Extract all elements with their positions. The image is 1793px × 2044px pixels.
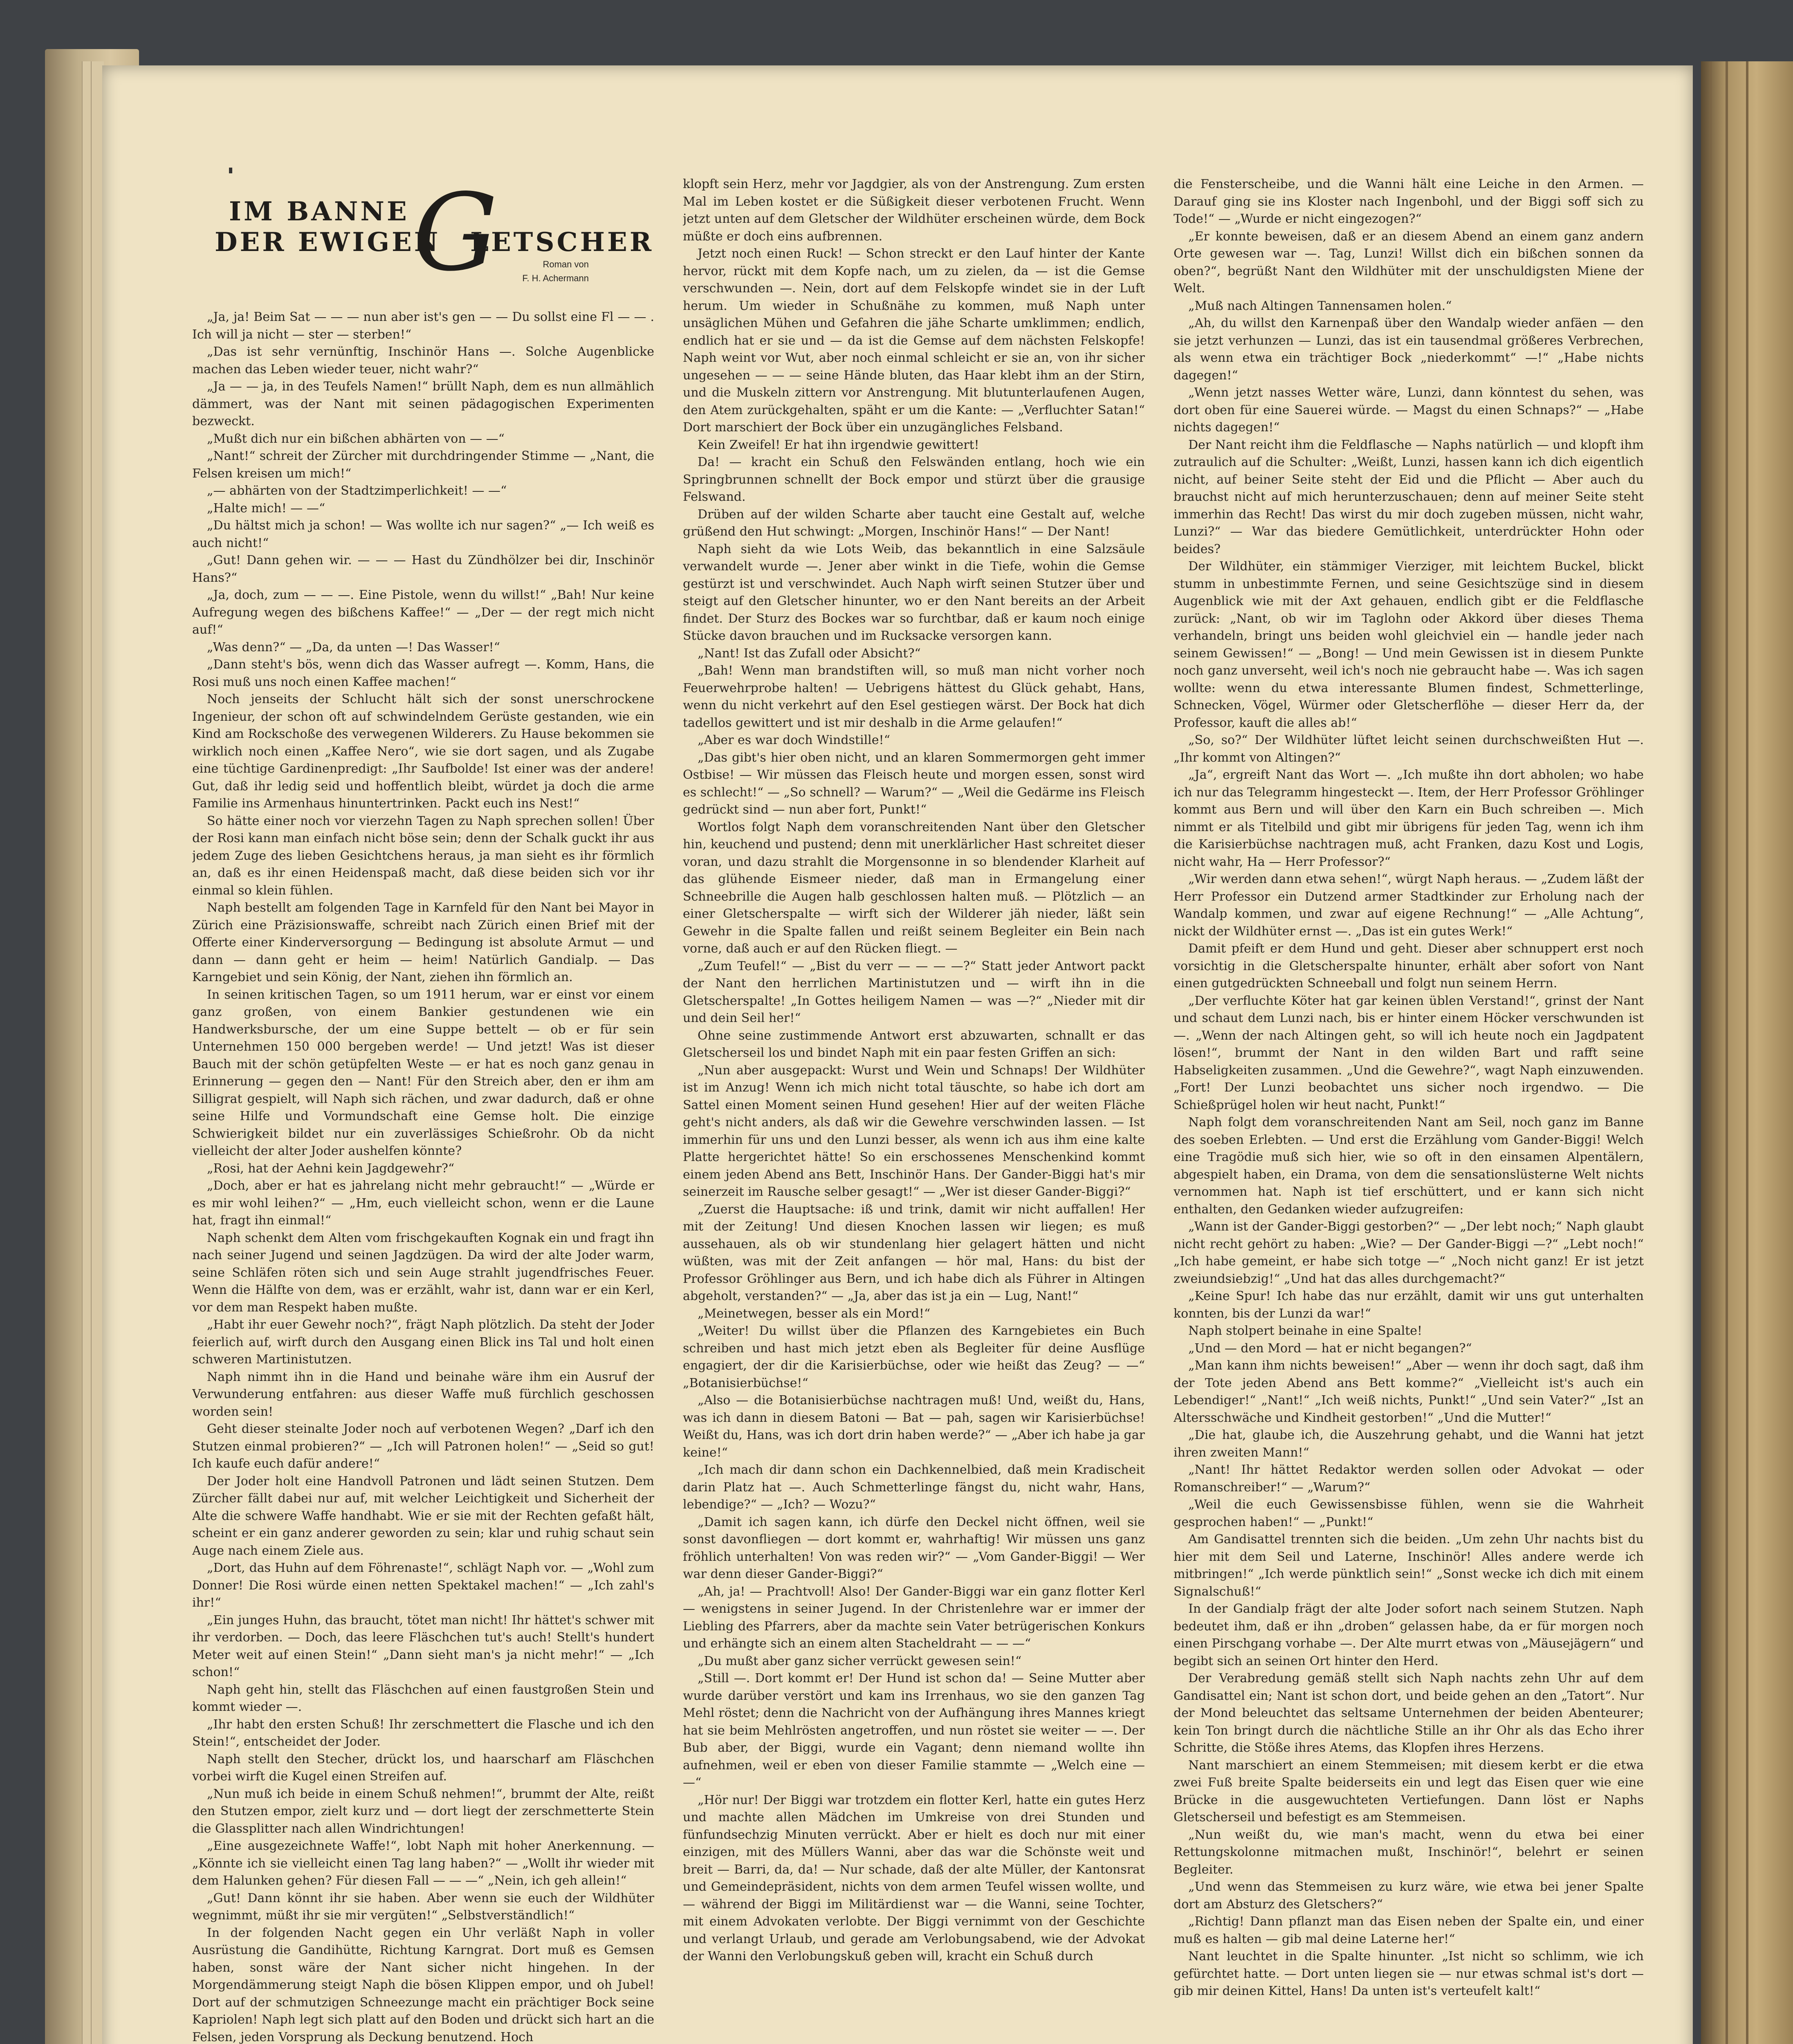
paragraph: „Bah! Wenn man brandstiften will, so muß man nicht vorher noch Feuerwehrprobe halten! — Uebrigens hättest du Glück gehabt, Hans, wenn du nicht verkehrt auf den Esel gestiegen wärst. Der Bock hat dich tadellos gewittert und ist mir deshalb in die Arme gelaufen!“ — [683, 663, 1145, 730]
paragraph: „Keine Spur! Ich habe das nur erzählt, damit wir uns gut unterhalten konnten, bis der Lunzi da war!“ — [1174, 1289, 1644, 1321]
paragraph: „Zuerst die Hauptsache: iß und trink, damit wir nicht auffallen! Her mit der Zeitung! Und diesen Knochen lassen wir liegen; es muß aussehauen, als ob wir stundenlang hier gelagert hätten und nicht wüßten, was mit der Zeit anfangen — hör mal, Hans: du bist der Professor Gröhlinger aus Bern, und ich habe dich als Führer in Altingen abgeholt, verstanden?“ — „Ja, aber das ist ja ein — Lug, Nant!“ — [683, 1202, 1145, 1303]
paragraph: „Nant!“ schreit der Zürcher mit durchdringender Stimme — „Nant, die Felsen kreisen um mich!“ — [192, 449, 654, 481]
paragraph: „Wann ist der Gander-Biggi gestorben?“ — „Der lebt noch;“ Naph glaubt nicht recht gehört zu haben: „Wie? — Der Gander-Biggi —?“ „Lebt noch!“ „Ich habe gemeint, er habe sich totge —“ „Noch nicht ganz! Er ist jetzt zweiundsiebzig!“ „Und hat das alles durchgemacht?“ — [1174, 1219, 1644, 1286]
paragraph: „Gut! Dann gehen wir. — — — Hast du Zündhölzer bei dir, Inschinör Hans?“ — [192, 553, 654, 585]
paragraph: Damit pfeift er dem Hund und geht. Dieser aber schnuppert erst noch vorsichtig in die Gletscherspalte hinunter, erhält aber sofort von Nant einen gutgedrückten Schneeball und folgt nun seinem Herrn. — [1174, 941, 1644, 991]
paragraph: klopft sein Herz, mehr vor Jagdgier, als von der Anstrengung. Zum ersten Mal im Leben kostet er die Süßigkeit dieser verbotenen Frucht. Wenn jetzt unten auf dem Gletscher der Wildhüter erscheinen würde, dem Bock müßte er doch eins aufbrennen. — [683, 177, 1145, 244]
paragraph: „Was denn?“ — „Da, da unten —! Das Wasser!“ — [207, 640, 500, 654]
paragraph: „Ah, du willst den Karnenpaß über den Wandalp wieder anfäen — den sie jetzt verhunzen — Lunzi, das ist ein tausendmal größeres Verbrechen, als wenn etwa ein trächtiger Bock „niederkommt“ —!“ „Habe nichts dagegen!“ — [1174, 316, 1644, 383]
paragraph: Naph geht hin, stellt das Fläschchen auf einen faustgroßen Stein und kommt wieder —. — [192, 1682, 654, 1714]
paragraph: Noch jenseits der Schlucht hält sich der sonst unerschrockene Ingenieur, der schon oft auf schwindelndem Gerüste gestanden, wie ein Kind am Rockschoße des verwegenen Wilderers. Zu Hause bekommen sie wirklich noch einen „Kaffee Nero“, wie sie dort sagen, und als Zugabe eine tüchtige Gardinenpredigt: „Ihr Saufbolde! Ist einer was der andere! Gut, daß ihr ledig seid und hoffentlich bleibt, würdet ja doch die arme Familie ins Armenhaus hinuntertrinken. Packt euch ins Nest!“ — [192, 692, 654, 811]
paragraph: „Dort, das Huhn auf dem Föhrenaste!“, schlägt Naph vor. — „Wohl zum Donner! Die Rosi würde einen netten Spektakel machen!“ — „Ich zahl's ihr!“ — [192, 1561, 654, 1610]
paragraph: „Ja, doch, zum — — —. Eine Pistole, wenn du willst!“ „Bah! Nur keine Aufregung wegen des bißchens Kaffee!“ — „Der — der regt mich nicht auf!“ — [192, 588, 654, 637]
paragraph: Der Joder holt eine Handvoll Patronen und lädt seinen Stutzen. Dem Zürcher fällt dabei nur auf, mit welcher Leichtigkeit und Sicherheit der Alte die schwere Waffe handhabt. Wie er sie mit der Rechten gefaßt hält, scheint er ein ganz anderer geworden zu sein; klar und ruhig schaut sein Auge nach einem Ziele aus. — [192, 1474, 654, 1558]
paragraph: Naph nimmt ihn in die Hand und beinahe wäre ihm ein Ausruf der Verwunderung entfahren: aus dieser Waffe muß fürchlich geschossen worden sein! — [192, 1369, 654, 1419]
paragraph: „Nant! Ist das Zufall oder Absicht?“ — [698, 646, 921, 661]
paragraph: Jetzt noch einen Ruck! — Schon streckt er den Lauf hinter der Kante hervor, rückt mit dem Kopfe nach, um zu zielen, da — ist die Gemse verschwunden —. Nein, dort auf dem Felskopfe windet sie in der Luft herum. Um wieder in Schußnähe zu kommen, muß Naph unter unsäglichen Mühen und Gefahren die jähe Scharte umklimmen; endlich, endlich hat er sie und — da ist die Gemse auf dem nächsten Felskopfe! Naph weint vor Wut, aber noch einmal schleicht er sie an, von ihr sicher ungesehen — — — seine Hände bluten, das Haar klebt ihm an der Stirn, und die Muskeln zittern vor Anstrengung. Mit blutunterlaufenen Augen, den Atem zurückgehalten, späht er um die Kante: — „Verfluchter Satan!“ Dort marschiert der Bock über ein unzugängliches Felsband. — [683, 247, 1145, 435]
paragraph: „Also — die Botanisierbüchse nachtragen muß! Und, weißt du, Hans, was ich dann in diesem Batoni — Bat — pah, sagen wir Karisierbüchse! Weißt du, Hans, was ich dort drin haben werde?“ — „Aber ich habe ja gar keine!“ — [683, 1393, 1145, 1460]
paragraph: „Weil die euch Gewissensbisse fühlen, wenn sie die Wahrheit gesprochen haben!“ — „Punkt!“ — [1174, 1497, 1644, 1529]
paragraph: „Dann steht's bös, wenn dich das Wasser aufregt —. Komm, Hans, die Rosi muß uns noch einen Kaffee machen!“ — [192, 657, 654, 689]
title-line-2: DER EWIGEN — [215, 227, 441, 258]
paragraph: Am Gandisattel trennten sich die beiden. „Um zehn Uhr nachts bist du hier mit dem Seil und Laterne, Inschinör! Alles andere werde ich mitbringen!“ „Ich werde pünktlich sein!“ „Sonst wecke ich dich mit einem Signalschuß!“ — [1174, 1532, 1644, 1599]
paragraph: „Mußt dich nur ein bißchen abhärten von — —“ — [207, 431, 505, 446]
page-edge-line — [1726, 61, 1728, 2044]
paragraph: „Ein junges Huhn, das braucht, tötet man nicht! Ihr hättet's schwer mit ihr verdorben. — Doch, das leere Fläschchen tut's auch! Stellt's hundert Meter weit auf einen Stein!“ „Dann sieht man's ja nicht mehr!“ — „Ich schon!“ — [192, 1613, 654, 1679]
paragraph: „Zum Teufel!“ — „Bist du verr — — — —?“ Statt jeder Antwort packt der Nant den herrlichen Martinistutzen und — wirft ihn in die Gletscherspalte! „In Gottes heiligem Namen — was —?“ „Nieder mit dir und dein Seil her!“ — [683, 959, 1145, 1025]
paragraph: „Und wenn das Stemmeisen zu kurz wäre, wie etwa bei jener Spalte dort am Absturz des Gletschers?“ — [1174, 1880, 1644, 1912]
paragraph: Geht dieser steinalte Joder noch auf verbotenen Wegen? „Darf ich den Stutzen einmal probieren?“ — „Ich will Patronen holen!“ — „Seid so gut! Ich kaufe euch dafür andere!“ — [192, 1422, 654, 1471]
byline-label: Roman von — [543, 259, 589, 269]
paragraph: „Ja — — ja, in des Teufels Namen!“ brüllt Naph, dem es nun allmählich dämmert, was der Nant mit seinen pädagogischen Experimenten bezweckt. — [192, 379, 654, 428]
text-column-1 — [192, 309, 654, 2044]
text-column-3 — [1174, 176, 1644, 2044]
paragraph: In der folgenden Nacht gegen ein Uhr verläßt Naph in voller Ausrüstung die Gandihütte, Richtung Karngrat. Dort muß es Gemsen haben, sonst wäre der Nant sicher nicht hingehen. In der Morgendämmerung steigt Naph die bösen Klippen empor, und oh Jubel! Dort auf der schmutzigen Schneezunge macht ein prächtiger Bock seine Kapriolen! Naph legt sich platt auf den Boden und drückt sich hart an die Felsen, jeden Vorsprung als Deckung benutzend. Hoch — [192, 1925, 654, 2044]
paragraph: „Meinetwegen, besser als ein Mord!“ — [698, 1306, 931, 1321]
paragraph: „Ich mach dir dann schon ein Dachkennelbied, daß mein Kradischeit darin Platz hat —. Auch Schmetterlinge fängst du, nicht wahr, Hans, lebendige?“ — „Ich? — Wozu?“ — [683, 1463, 1145, 1512]
paragraph: „Nant! Ihr hättet Redaktor werden sollen oder Advokat — oder Romanschreiber!“ — „Warum?“ — [1174, 1463, 1644, 1495]
facing-page-edge — [1701, 61, 1793, 2044]
paragraph: „Habt ihr euer Gewehr noch?“, frägt Naph plötzlich. Da steht der Joder feierlich auf, wirft durch den Ausgang einen Blick ins Tal und holt einen schweren Martinistutzen. — [192, 1318, 654, 1367]
text-column-2 — [683, 176, 1145, 2044]
paragraph: „Das ist sehr vernünftig, Inschinör Hans —. Solche Augenblicke machen das Leben wieder teuer, nicht wahr?“ — [192, 345, 654, 377]
paragraph: „Ja“, ergreift Nant das Wort —. „Ich mußte ihn dort abholen; wo habe ich nur das Telegramm hingesteckt —. Item, der Herr Professor Gröhlinger kommt aus Bern und will über den Karn ein Buch schreiben —. Mich nimmt er als Titelbild und gibt mir übrigens für jeden Tag, wenn ich ihm die Karisierbüchse nachtragen muß, acht Franken, dazu Kost und Logis, nicht wahr, Ha — Herr Professor?“ — [1174, 768, 1644, 869]
paragraph: „Nun muß ich beide in einem Schuß nehmen!“, brummt der Alte, reißt den Stutzen empor, zielt kurz und — dort liegt der zerschmetterte Stein die Glassplitter nach allen Windrichtungen! — [192, 1786, 654, 1836]
paragraph: „So, so?“ Der Wildhüter lüftet leicht seinen durchschweißten Hut —. „Ihr kommt von Altingen?“ — [1174, 733, 1644, 765]
paragraph: Der Wildhüter, ein stämmiger Vierziger, mit leichtem Buckel, blickt stumm in unbestimmte Fernen, und seine Gesichtszüge sind in diesem Augenblick wie mit der Axt gehauen, endlich gibt er die Feldflasche zurück: „Nant, ob wir im Taglohn oder Akkord über dieses Thema verhandeln, bringt uns beiden wohl gleichviel ein — handle jeder nach seinem Gewissen!“ — „Bong! — Und mein Gewissen ist in diesem Punkte noch ganz unverseht, weil ich's noch nie gebraucht habe —. Was ich sagen wollte: wenn du etwa interessante Blumen findest, Schmetterlinge, Schnecken, Vögel, Würmer oder Gletscherflöhe — dieser Herr da, der Professor, kauft die alles ab!“ — [1174, 559, 1644, 730]
paragraph: In seinen kritischen Tagen, so um 1911 herum, war er einst vor einem ganz großen, von einem Bankier gestundenen wie ein Handwerksbursche, der um eine Suppe bettelt — ob er für sein Unternehmen 150 000 bergeben werde! — Und jetzt! Was ist dieser Bauch mit der schön getüpfelten Weste — er hat es noch ganz genau in Erinnerung — gegen den — Nant! Für den Streich aber, den er ihm am Silligrat gespielt, will Naph sich rächen, und zwar dadurch, daß er ohne seine Hilfe und Vormundschaft eine Gemse holt. Die einzige Schwierigkeit bildet nur ein zuverlässiges Schießrohr. Ob da nicht vielleicht der alter Joder aushelfen könnte? — [192, 987, 654, 1158]
paragraph: Nant leuchtet in die Spalte hinunter. „Ist nicht so schlimm, wie ich gefürchtet hatte. — Dort unten liegen sie — nur etwas schmal ist's dort — gib mir deinen Kittel, Hans! Da unten ist's verteufelt kalt!“ — [1174, 1949, 1644, 1998]
paragraph: „Aber es war doch Windstille!“ — [698, 733, 890, 747]
paragraph: „Das gibt's hier oben nicht, und an klaren Sommermorgen geht immer Ostbise! — Wir müssen das Fleisch heute und morgen essen, sonst wird es schlecht!“ — „So schnell? — Warum?“ — „Weil die Gedärme ins Fleisch gedrückt sind — nun aber fort, Punkt!“ — [683, 750, 1145, 817]
paragraph: „Nun aber ausgepackt: Wurst und Wein und Schnaps! Der Wildhüter ist im Anzug! Wenn ich mich nicht total täuschte, so habe ich dort am Sattel einen Moment seinen Hund gesehen! Hier auf der weiten Fläche geht's nicht anders, als daß wir die Gewehre verschwinden lassen. — Ist immerhin für uns und den Lunzi besser, als wenn ich aus ihm eine kalte Platte hergerichtet hätte! So ein erschossenes Menschenkind kommt einem jeden Abend ans Bett, Inschinör Hans. Der Gander-Biggi hat's mir seinerzeit im Rausche selber gesagt!“ — „Wer ist dieser Gander-Biggi?“ — [683, 1063, 1145, 1199]
paragraph: die Fensterscheibe, und die Wanni hält eine Leiche in den Armen. — Darauf ging sie ins Kloster nach Ingenbohl, und der Biggi soff sich zu Tode!“ — „Wurde er nicht eingezogen?“ — [1174, 177, 1644, 226]
author-name: F. H. Achermann — [522, 273, 589, 283]
paragraph: „Richtig! Dann pflanzt man das Eisen neben der Spalte ein, und einer muß es halten — gib mal deine Laterne her!“ — [1174, 1914, 1644, 1946]
paragraph: „Wir werden dann etwa sehen!“, würgt Naph heraus. — „Zudem läßt der Herr Professor ein Dutzend armer Stadtkinder zur Erholung nach der Wandalp kommen, und zwar auf eigene Rechnung!“ — „Alle Achtung“, nickt der Wildhüter ernst —. „Das ist ein gutes Werk!“ — [1174, 872, 1644, 939]
paragraph: „Still —. Dort kommt er! Der Hund ist schon da! — Seine Mutter aber wurde darüber verstört und kam ins Irrenhaus, wo sie den ganzen Tag Mehl röstet; denn die Nachricht von der Aufhängung ihres Mannes kriegt hat sie beim Mehlrösten angetroffen, und nun röstet sie weiter — —. Der Bub aber, der Biggi, wurde ein Vagant; denn niemand wollte ihn aufnehmen, weil er eben von dieser Familie stammte — „Welch eine — —“ — [683, 1671, 1145, 1790]
paragraph: „Du mußt aber ganz sicher verrückt gewesen sein!“ — [698, 1654, 1022, 1668]
paragraph: „Du hältst mich ja schon! — Was wollte ich nur sagen?“ „— Ich weiß es auch nicht!“ — [192, 518, 654, 550]
paragraph: „Hör nur! Der Biggi war trotzdem ein flotter Kerl, hatte ein gutes Herz und machte allen Mädchen im Umkreise von drei Stunden und fünfundsechzig Minuten verrückt. Aber er hielt es doch nur mit einer einzigen, mit des Müllers Wanni, aber das war die Schönste weit und breit — Barri, da, da! — Nur schade, daß der alte Müller, der Kantonsrat und Gemeindepräsident, nichts von dem armen Teufel wissen wollte, und — während der Biggi im Militärdienst war — die Wanni, seine Tochter, mit einem Advokaten verlobte. Der Biggi vernimmt von der Geschichte und verlangt Urlaub, und gerade am Verlobungsabend, wie der Advokat der Wanni den Verlobungskuß geben will, kracht ein Schuß durch — [683, 1793, 1145, 1963]
paragraph: „Eine ausgezeichnete Waffe!“, lobt Naph mit hoher Anerkennung. — „Könnte ich sie vielleicht einen Tag lang haben?“ — „Wollt ihr wieder mit dem Halunken gehen? Für diesen Fall — — —“ „Nein, ich geh allein!“ — [192, 1839, 654, 1888]
paragraph: Kein Zweifel! Er hat ihn irgendwie gewittert! — [698, 437, 979, 452]
title-line-1: IM BANNE — [229, 196, 409, 227]
paragraph: „Gut! Dann könnt ihr sie haben. Aber wenn sie euch der Wildhüter wegnimmt, müßt ihr sie mir vergüten!“ „Selbstverständlich!“ — [192, 1891, 654, 1923]
paragraph: Naph folgt dem voranschreitenden Nant am Seil, noch ganz im Banne des soeben Erlebten. — Und erst die Erzählung vom Gander-Biggi! Welch eine Tragödie muß sich hier, wie so oft in den einsamen Alpentälern, abgespielt haben, ein Drama, von dem die sensationslüsterne Welt nichts vernommen hat. Naph ist tief erschüttert, und er kann sich nicht enthalten, den Gedanken wieder aufzugreifen: — [1174, 1115, 1644, 1217]
title-line-2-rest: LETSCHER — [470, 227, 654, 258]
paragraph: „Muß nach Altingen Tannensamen holen.“ — [1188, 298, 1452, 313]
paragraph: „Die hat, glaube ich, die Auszehrung gehabt, und die Wanni hat jetzt ihren zweiten Mann!“ — [1174, 1428, 1644, 1460]
paragraph: Der Nant reicht ihm die Feldflasche — Naphs natürlich — und klopft ihm zutraulich auf die Schulter: „Weißt, Lunzi, hassen kann ich dich eigentlich nicht, auf beiner Seite steht der Eid und die Pflicht — Aber auch du brauchst nicht auf mich herunterzuschauen; denn auf meiner Seite steht immerhin das Recht! Das wirst du mir doch zugeben müssen, nicht wahr, Lunzi?“ — War das biedere Gemütlichkeit, unterdrückter Hohn oder beides? — [1174, 437, 1644, 556]
paragraph: Der Verabredung gemäß stellt sich Naph nachts zehn Uhr auf dem Gandisattel ein; Nant ist schon dort, und beide gehen an den „Tatort“. Nur der Mond beleuchtet das seltsame Unternehmen der beiden Abenteurer; kein Ton bringt durch die nächtliche Stille an ihr Ohr als das Echo ihrer Schritte, die Stöße ihres Atems, das Klopfen ihres Herzens. — [1174, 1671, 1644, 1755]
paragraph: „Nun weißt du, wie man's macht, wenn du etwa bei einer Rettungskolonne mitmachen mußt, Inschinör!“, belehrt er seinen Begleiter. — [1174, 1827, 1644, 1877]
paragraph: „Ihr habt den ersten Schuß! Ihr zerschmettert die Flasche und ich den Stein!“, entscheidet der Joder. — [192, 1717, 654, 1749]
paragraph: „Wenn jetzt nasses Wetter wäre, Lunzi, dann könntest du sehen, was dort oben für eine Sauerei würde. — Magst du einen Schnaps?“ — „Habe nichts dagegen!“ — [1174, 385, 1644, 435]
paragraph: Drüben auf der wilden Scharte aber taucht eine Gestalt auf, welche grüßend den Hut schwingt: „Morgen, Inschinör Hans!“ — Der Nant! — [683, 507, 1145, 539]
paragraph: „Ja, ja! Beim Sat — — — nun aber ist's gen — — Du sollst eine Fl — — . Ich will ja nicht — ster — sterben!“ — [192, 310, 654, 342]
paragraph: Nant marschiert an einem Stemmeisen; mit diesem kerbt er die etwa zwei Fuß breite Spalte beiderseits ein und legt das Eisen quer wie eine Brücke in die ausgewuchteten Vertiefungen. Dann löst er Naphs Gletscherseil und befestigt es am Stemmeisen. — [1174, 1758, 1644, 1824]
paragraph: Naph sieht da wie Lots Weib, das bekanntlich in eine Salzsäule verwandelt wurde —. Jener aber winkt in die Tiefe, wohin die Gemse gestürzt ist und verschwindet. Auch Naph wirft seinen Stutzer über und steigt auf den Gletscher hinunter, wo er den Nant bereits an der Arbeit findet. Der Sturz des Bockes war so furchtbar, daß er kaum noch einige Stücke davon brauchen und im Rucksacke versorgen kann. — [683, 542, 1145, 643]
paragraph: „Er konnte beweisen, daß er an diesem Abend an einem ganz andern Orte gewesen war —. Tag, Lunzi! Willst dich ein bißchen sonnen da oben?“, begrüßt Nant den Wildhüter mit der unschuldigsten Miene der Welt. — [1174, 229, 1644, 296]
paragraph: In der Gandialp frägt der alte Joder sofort nach seinem Stutzen. Naph bedeutet ihm, daß er ihn „droben“ gelassen habe, da er für morgen noch einen Pirschgang vorhabe —. Der Alte murrt etwas von „Mäusejägern“ und begibt sich an seinen Ort hinter den Herd. — [1174, 1602, 1644, 1668]
paragraph: Wortlos folgt Naph dem voranschreitenden Nant über den Gletscher hin, keuchend und pustend; denn mit unerklärlicher Hast schreitet dieser voran, und dazu strahlt die Morgensonne in so blendender Klarheit auf das glühende Eismeer nieder, daß man in Ermangelung einer Schneebrille die Augen halb geschlossen halten muß. — Plötzlich — an einer Gletscherspalte — wirft sich der Wilderer jäh nieder, läßt sein Gewehr in die Spalte fallen und reißt seinem Begleiter ein Bein nach vorne, daß auch er auf den Rücken fliegt. — — [683, 820, 1145, 956]
byline — [466, 258, 589, 285]
paragraph: „Rosi, hat der Aehni kein Jagdgewehr?“ — [207, 1161, 455, 1176]
paragraph: „Damit ich sagen kann, ich dürfe den Deckel nicht öffnen, weil sie sonst davonfliegen — dort kommt er, wahrhaftig! Wir müssen uns ganz fröhlich unterhalten! Von was reden wir?“ — „Vom Gander-Biggi! — Wer war denn dieser Gander-Biggi?“ — [683, 1515, 1145, 1581]
paragraph: Naph schenkt dem Alten vom frischgekauften Kognak ein und fragt ihn nach seiner Jugend und seinen Jagdzügen. Da wird der alte Joder warm, seine Schläfen röten sich und sein Auge strahlt jugendfrisches Feuer. Wenn die Hälfte von dem, was er erzählt, wahr ist, dann war er ein Kerl, vor dem man Respekt haben mußte. — [192, 1230, 654, 1315]
paragraph: Ohne seine zustimmende Antwort erst abzuwarten, schnallt er das Gletscherseil los und bindet Naph mit ein paar festen Griffen an sich: — [683, 1028, 1145, 1060]
paragraph: „Weiter! Du willst über die Pflanzen des Karngebietes ein Buch schreiben und hast mich jetzt eben als Begleiter für deine Ausflüge engagiert, der dir die Karisierbüchse, oder wie heißt das Zeug? — —“ „Botanisierbüchse!“ — [683, 1324, 1145, 1390]
paragraph: „Halte mich! — —“ — [207, 501, 325, 515]
paragraph: „Und — den Mord — hat er nicht begangen?“ — [1188, 1341, 1472, 1356]
page-edge-line — [1746, 61, 1748, 2044]
paragraph: „Der verfluchte Köter hat gar keinen üblen Verstand!“, grinst der Nant und schaut dem Lunzi nach, bis er hinter einem Höcker verschwunden ist —. „Wenn der nach Altingen geht, so will ich heute noch ein Jagdpatent lösen!“, brummt der Nant in den wilden Bart und rafft seine Habseligkeiten zusammen. „Und die Gewehre?“, wagt Naph einzuwenden. „Fort! Der Lunzi beobachtet uns sicher noch irgendwo. — Die Schießprügel holen wir heut nacht, Punkt!“ — [1174, 993, 1644, 1112]
title-initial: G — [413, 171, 498, 295]
page-edge-line — [1709, 61, 1712, 2044]
paragraph: „— abhärten von der Stadtzimperlichkeit! — —“ — [207, 484, 507, 498]
paragraph: „Man kann ihm nichts beweisen!“ „Aber — wenn ihr doch sagt, daß ihm der Tote jeden Abend ans Bett komme?“ „Vielleicht ist's auch ein Lebendiger!“ „Nant!“ „Ich weiß nichts, Punkt!“ „Und sein Vater?“ „Ist an Altersschwäche und Kindheit gestorben!“ „Und die Mutter!“ — [1174, 1358, 1644, 1425]
paragraph: „Ah, ja! — Prachtvoll! Also! Der Gander-Biggi war ein ganz flotter Kerl — wenigstens in seiner Jugend. In der Christenlehre war er immer der Liebling des Pfarrers, aber da machte sein Vater betrügerischen Konkurs und erhängte sich an einem alten Stacheldraht — — —“ — [683, 1584, 1145, 1651]
paragraph: So hätte einer noch vor vierzehn Tagen zu Naph sprechen sollen! Über der Rosi kann man einfach nicht böse sein; denn der Schalk guckt ihr aus jedem Zuge des lieben Gesichtchens heraus, ja man sieht es ihr förmlich an, daß es ihr einen Heidenspaß macht, daß diese beiden sich vor ihr einmal so klein fühlen. — [192, 814, 654, 898]
paragraph: Naph stellt den Stecher, drückt los, und haarscharf am Fläschchen vorbei wirft die Kugel einen Streifen auf. — [192, 1752, 654, 1784]
paragraph: Naph stolpert beinahe in eine Spalte! — [1188, 1324, 1423, 1338]
paragraph: Da! — kracht ein Schuß den Felswänden entlang, hoch wie ein Springbrunnen schnellt der Bock empor und stürzt über die grausige Felswand. — [683, 455, 1145, 504]
article-header — [119, 171, 654, 303]
paragraph: „Doch, aber er hat es jahrelang nicht mehr gebraucht!“ — „Würde er es mir wohl leihen?“ — „Hm, euch vielleicht schon, wenn er die Laune hat, fragt ihn einmal!“ — [192, 1179, 654, 1228]
paragraph: Naph bestellt am folgenden Tage in Karnfeld für den Nant bei Mayor in Zürich eine Präzisionswaffe, schreibt nach Zürich einen Brief mit der Offerte einer Kinderversorgung — Bedingung ist absolute Armut — und dann — dann geht er heim — heim! Natürlich Gandialp. — Das Karngebiet und sein König, der Nant, ziehen ihn förmlich an. — [192, 901, 654, 984]
